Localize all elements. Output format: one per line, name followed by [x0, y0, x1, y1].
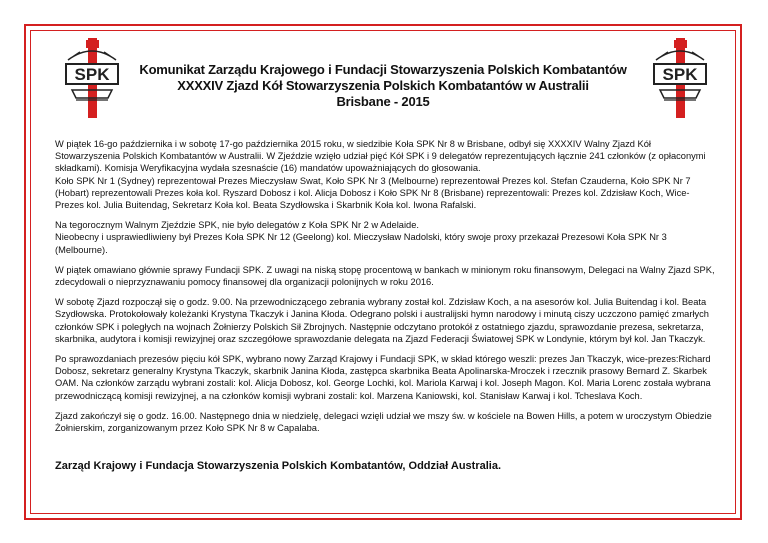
- header-subtitle-line: XXXXIV Zjazd Kół Stowarzyszenia Polskich Kombatantów w Australii: [177, 78, 589, 93]
- paragraph-closing: [55, 410, 715, 434]
- spk-logo-right: [650, 38, 710, 118]
- header-location-line: Brisbane - 2015: [336, 94, 430, 109]
- text-line: W sobotę Zjazd rozpoczął się o godz. 9.00. Na przewodniczącego zebrania wybrany został kol. Zdzisław Koch, a na asesorów kol. Julia Buitendag i kol. Beata Szydłowska. Protokołowały koleżanki Krystyna Tkaczyk i Janina Kłoda. Odegrano polski i australijski hymn narodowy i minutą ciszy uczczono pamięć zmarłych członków SPK i poległych na wojnach Żołnierzy Polskich Sił Zbrojnych. Następnie odczytano protokół z ostatniego zjazdu, sprawozdanie prezesa, sekretarza, skarbnika, audytora i komisji rewizyjnej oraz szczegółowe sprawozdanie delegata na Zjazd Federacji Światowej SPK w Londynie, którym był kol. Jan Tkaczyk.: [55, 297, 709, 344]
- text-line: Po sprawozdaniach prezesów pięciu kół SPK, wybrano nowy Zarząd Krajowy i Fundacji SPK, w skład którego weszli: prezes Jan Tkaczyk, wice-prezes:Richard Dobosz, sekretarz generalny Krystyna Tkaczyk, skarbnik Janina Kłoda, zastępca skarbnika Beata Apolinarska-Mroczek i rzecznik prasowy Bernard Z. Skarbek OAM. Na członków zarządu wybrani zostali: kol. Alicja Dobosz, kol. George Lochki, kol. Mariola Karwaj i kol. Joseph Magon. Kol. Maria Lorenc została wybrana przewodniczącą komisji rewizyjnej, a na członków komisji wybrani zostali: kol. Marzena Kaniowski, kol. Stanisław Karwaj i kol. Tcheslava Koch.: [55, 354, 711, 401]
- text-line: W piątek 16-go października i w sobotę 17-go października 2015 roku, w siedzibie Koła SPK Nr 8 w Brisbane, odbył się XXXXIV Walny Zjazd Kół Stowarzyszenia Polskich Kombatantów w Australii. W Zjeździe wzięło udział pięć Kół SPK i 9 delegatów reprezentujących łącznie 241 członków (z opłaconymi składkami). Komisja Weryfikacyjna wydała szesnaście (16) mandatów upoważniających do głosowania.: [55, 139, 706, 174]
- svg-text:SPK: SPK: [74, 65, 110, 84]
- spk-emblem-icon: [650, 38, 710, 118]
- text-line: W piątek omawiano głównie sprawy Fundacji SPK. Z uwagi na niską stopę procentową w bankach w minionym roku finansowym, Delegaci na Walny Zjazd SPK, zdecydowali o nieprzyznawaniu pomocy finansowej dla organizacji polonijnych w roku 2016.: [55, 264, 715, 288]
- text-line: Zjazd zakończył się o godz. 16.00. Następnego dnia w niedzielę, delegaci wzięli udział we mszy św. w kościele na Bowen Hills, a potem w uroczystym Obiedzie Żołnierskim, zorganizowanym przez Koło SPK Nr 8 w Capalaba.: [55, 410, 712, 434]
- document-header: [130, 62, 636, 110]
- paragraph-absences: [55, 219, 715, 256]
- text-line: Koło SPK Nr 1 (Sydney) reprezentował Prezes Mieczysław Swat, Koło SPK Nr 3 (Melbourne) reprezentował Prezes kol. Stefan Czauderna, Koło SPK Nr 7 (Hobart) reprezentowali Prezes koła kol. Ryszard Dobosz i kol. Alicja Dobosz i Koło SPK Nr 8 (Brisbane) reprezentowali: Prezes kol. Zdzisław Koch, Wice-Prezes kol. Julia Buitendag, Sekretarz Koła kol. Beata Szydłowska i Skarbnik Koła kol. Iwona Rafalski.: [55, 175, 691, 211]
- text-line: Na tegorocznym Walnym Zjeździe SPK, nie było delegatów z Koła SPK Nr 2 w Adelaide.: [55, 220, 419, 231]
- paragraph-delegates: [55, 138, 715, 211]
- spk-logo-left: [62, 38, 122, 118]
- document-body: [55, 138, 715, 442]
- header-title-line: Komunikat Zarządu Krajowego i Fundacji Stowarzyszenia Polskich Kombatantów: [139, 62, 627, 77]
- signoff: Zarząd Krajowy i Fundacja Stowarzyszenia Polskich Kombatantów, Oddział Australia.: [55, 460, 502, 472]
- paragraph-elections: [55, 353, 715, 402]
- text-line: Nieobecny i usprawiedliwieny był Prezes Koła SPK Nr 12 (Geelong) kol. Mieczysław Nadolski, który swoje proxy przekazał Prezesowi Koła SPK Nr 3 (Melbourne).: [55, 232, 667, 255]
- paragraph-foundation: [55, 264, 715, 288]
- paragraph-saturday-session: [55, 296, 715, 345]
- spk-emblem-icon: [62, 38, 122, 118]
- svg-text:SPK: SPK: [662, 65, 698, 84]
